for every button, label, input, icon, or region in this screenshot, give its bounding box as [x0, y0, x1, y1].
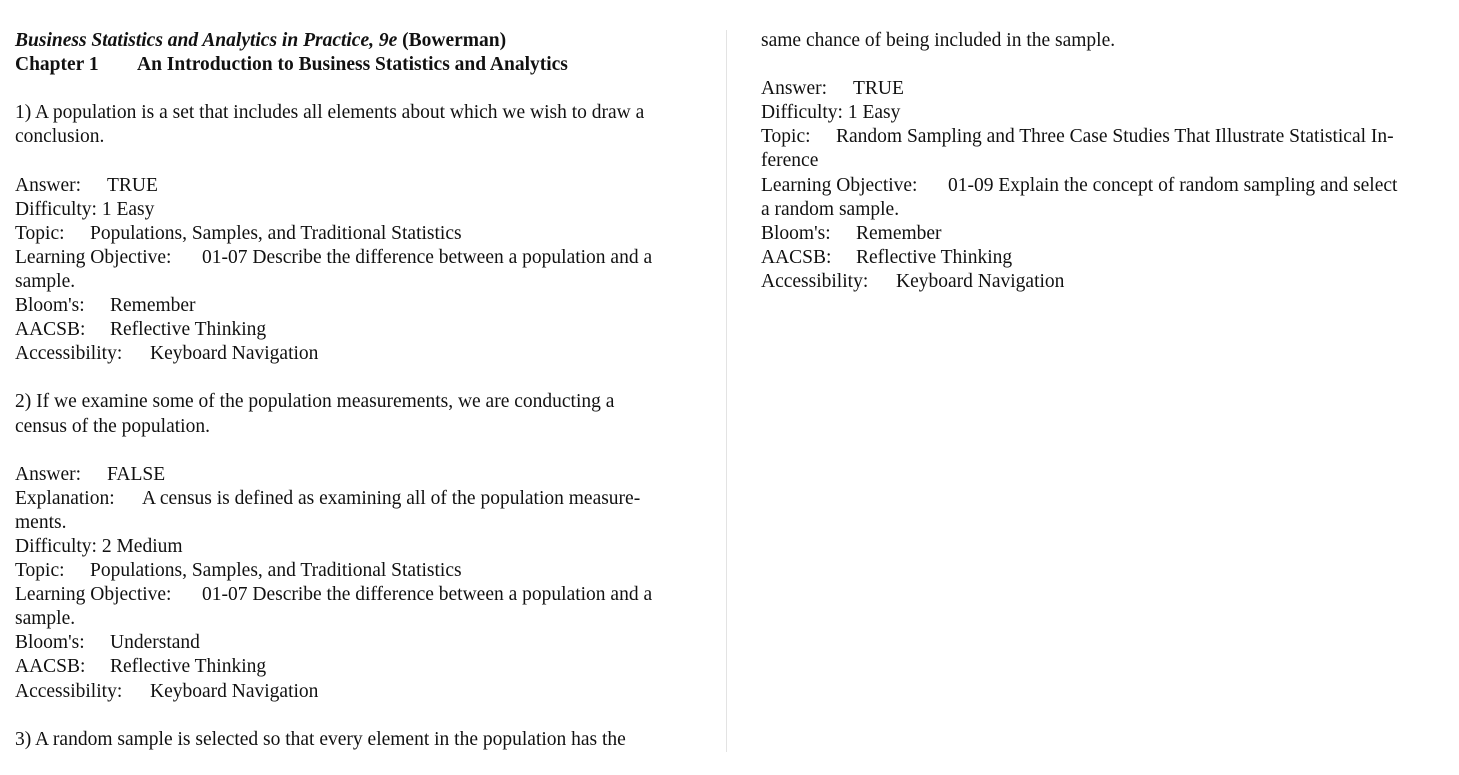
difficulty-value: 1 Easy [101, 198, 155, 220]
explanation-row [15, 487, 705, 511]
difficulty-label: Difficulty: [15, 535, 97, 557]
topic-value: Populations, Samples, and Traditional Statistics [90, 560, 462, 582]
aacsb-value: Reflective Thinking [856, 246, 1013, 268]
answer-value: TRUE [853, 78, 904, 100]
objective-continuation: a random sample. [761, 198, 900, 220]
book-title: Business Statistics and Analytics in Practice, 9e [15, 30, 398, 51]
aacsb-row [15, 318, 705, 342]
answer-label: Answer: [761, 78, 828, 100]
objective-continuation: sample. [15, 608, 76, 630]
topic-label: Topic: [15, 222, 65, 244]
accessibility-value: Keyboard Navigation [896, 270, 1065, 292]
answer-row [15, 174, 705, 198]
accessibility-label: Accessibility: [15, 343, 123, 365]
aacsb-value: Reflective Thinking [110, 319, 267, 341]
aacsb-value: Reflective Thinking [110, 656, 267, 678]
question-1 [15, 101, 705, 366]
chapter-title: An Introduction to Business Statistics and Analytics [137, 54, 568, 76]
difficulty-value: 1 Easy [847, 102, 901, 124]
difficulty-value: 2 Medium [101, 535, 183, 557]
difficulty-label: Difficulty: [15, 198, 97, 220]
topic-row [15, 222, 705, 246]
difficulty-row [761, 101, 1441, 125]
question-stem-line: 3) A random sample is selected so that every element in the population has the [15, 728, 626, 750]
question-stem-line: 1) A population is a set that includes all elements about which we wish to draw a [15, 102, 645, 124]
aacsb-label: AACSB: [15, 656, 86, 678]
objective-value: 01-07 Describe the difference between a population and a [202, 246, 653, 268]
chapter-label: Chapter 1 [15, 54, 99, 76]
objective-row [761, 174, 1441, 198]
answer-row [761, 77, 1441, 101]
answer-row [15, 463, 705, 487]
question-stem-line: conclusion. [15, 126, 105, 148]
accessibility-label: Accessibility: [761, 270, 869, 292]
blooms-label: Bloom's: [15, 632, 85, 654]
objective-label: Learning Objective: [761, 174, 918, 196]
book-author: (Bowerman) [402, 30, 507, 51]
column-divider [726, 30, 727, 752]
objective-row [15, 246, 705, 270]
blooms-row [15, 294, 705, 318]
aacsb-row [15, 655, 705, 679]
blooms-row [761, 222, 1441, 246]
accessibility-value: Keyboard Navigation [150, 680, 319, 702]
objective-value: 01-07 Describe the difference between a population and a [202, 584, 653, 606]
blooms-value: Remember [110, 295, 196, 317]
topic-label: Topic: [15, 560, 65, 582]
topic-continuation: ference [761, 150, 819, 172]
accessibility-label: Accessibility: [15, 680, 123, 702]
accessibility-row [15, 680, 705, 704]
answer-value: FALSE [107, 463, 166, 485]
objective-row [15, 583, 705, 607]
difficulty-label: Difficulty: [761, 102, 843, 124]
question-2 [15, 390, 705, 703]
blooms-value: Remember [856, 222, 942, 244]
question-stem-line: same chance of being included in the sample. [761, 30, 1116, 51]
question-3 [761, 29, 1441, 294]
blooms-label: Bloom's: [761, 222, 831, 244]
objective-label: Learning Objective: [15, 246, 172, 268]
difficulty-row [15, 198, 705, 222]
blooms-label: Bloom's: [15, 295, 85, 317]
aacsb-label: AACSB: [15, 319, 86, 341]
accessibility-value: Keyboard Navigation [150, 343, 319, 365]
chapter-header [15, 53, 705, 77]
left-column [15, 29, 705, 752]
right-column [761, 29, 1441, 294]
blooms-value: Understand [110, 632, 200, 654]
explanation-label: Explanation: [15, 487, 115, 509]
accessibility-row [761, 270, 1441, 294]
explanation-continuation: ments. [15, 511, 67, 533]
topic-value: Random Sampling and Three Case Studies That Illustrate Statistical In- [836, 126, 1394, 148]
answer-label: Answer: [15, 463, 82, 485]
difficulty-row [15, 535, 705, 559]
objective-value: 01-09 Explain the concept of random sampling and select [948, 174, 1398, 196]
topic-label: Topic: [761, 126, 811, 148]
aacsb-label: AACSB: [761, 246, 832, 268]
explanation-value: A census is defined as examining all of the population measure- [142, 487, 641, 509]
question-stem-line: census of the population. [15, 415, 210, 437]
topic-row [761, 125, 1441, 149]
accessibility-row [15, 342, 705, 366]
question-stem-line: 2) If we examine some of the population measurements, we are conducting a [15, 391, 615, 413]
aacsb-row [761, 246, 1441, 270]
book-header [15, 29, 705, 53]
answer-value: TRUE [107, 174, 158, 196]
topic-value: Populations, Samples, and Traditional Statistics [90, 222, 462, 244]
objective-continuation: sample. [15, 270, 76, 292]
topic-row [15, 559, 705, 583]
answer-label: Answer: [15, 174, 82, 196]
blooms-row [15, 631, 705, 655]
objective-label: Learning Objective: [15, 584, 172, 606]
